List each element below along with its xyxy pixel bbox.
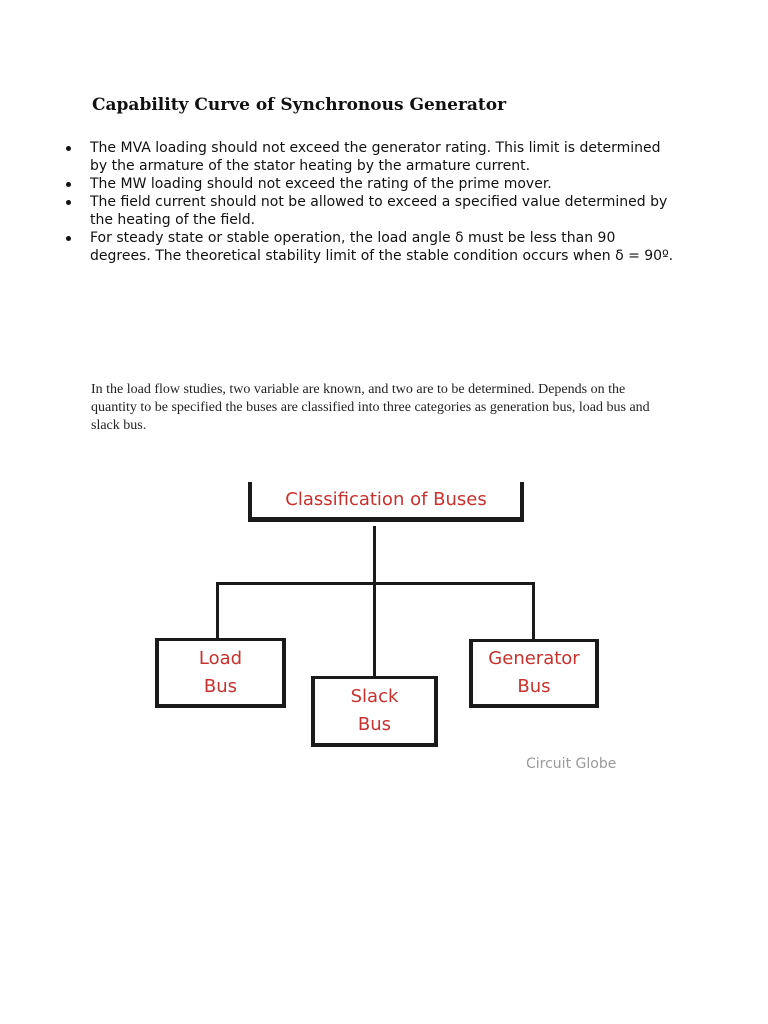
bullet-dot-icon xyxy=(66,200,71,205)
bullet-dot-icon xyxy=(66,182,71,187)
connector-line xyxy=(216,582,219,640)
generator-bus-node xyxy=(469,639,599,708)
bullet-list xyxy=(90,139,680,265)
bullet-item xyxy=(90,229,680,265)
body-paragraph: In the load flow studies, two variable are known, and two are to be determined. Depends on the quantity to be specified the buses are classified into three categories as generation bus, load bus and slack bus. xyxy=(91,382,650,433)
generator-bus-label: Generator Bus xyxy=(488,648,580,697)
bullet-text: The MVA loading should not exceed the generator rating. This limit is determined by the armature of the stator heating by the armature current. xyxy=(90,140,661,174)
connector-line xyxy=(216,582,535,585)
bus-classification-diagram xyxy=(150,476,620,776)
root-node-label: Classification of Buses xyxy=(285,489,487,510)
load-bus-node xyxy=(155,638,286,708)
bullet-text: The MW loading should not exceed the rating of the prime mover. xyxy=(90,176,552,192)
bullet-item xyxy=(90,139,680,175)
watermark: Circuit Globe xyxy=(526,756,617,772)
connector-line xyxy=(373,526,376,684)
bullet-text: For steady state or stable operation, the load angle δ must be less than 90 degrees. The theoretical stability limit of the stable condition occurs when δ = 90º. xyxy=(90,230,674,264)
bullet-dot-icon xyxy=(66,236,71,241)
slack-bus-label: Slack Bus xyxy=(350,686,399,735)
load-bus-label: Load Bus xyxy=(198,647,243,697)
page-title: Capability Curve of Synchronous Generator xyxy=(92,95,507,115)
connector-line xyxy=(532,582,535,641)
slack-bus-node xyxy=(311,676,438,747)
bullet-dot-icon xyxy=(66,146,71,151)
root-node xyxy=(248,482,524,522)
bullet-text: The field current should not be allowed to exceed a specified value determined by the heating of the field. xyxy=(90,194,668,228)
bullet-item xyxy=(90,193,680,229)
bullet-item xyxy=(90,175,680,193)
